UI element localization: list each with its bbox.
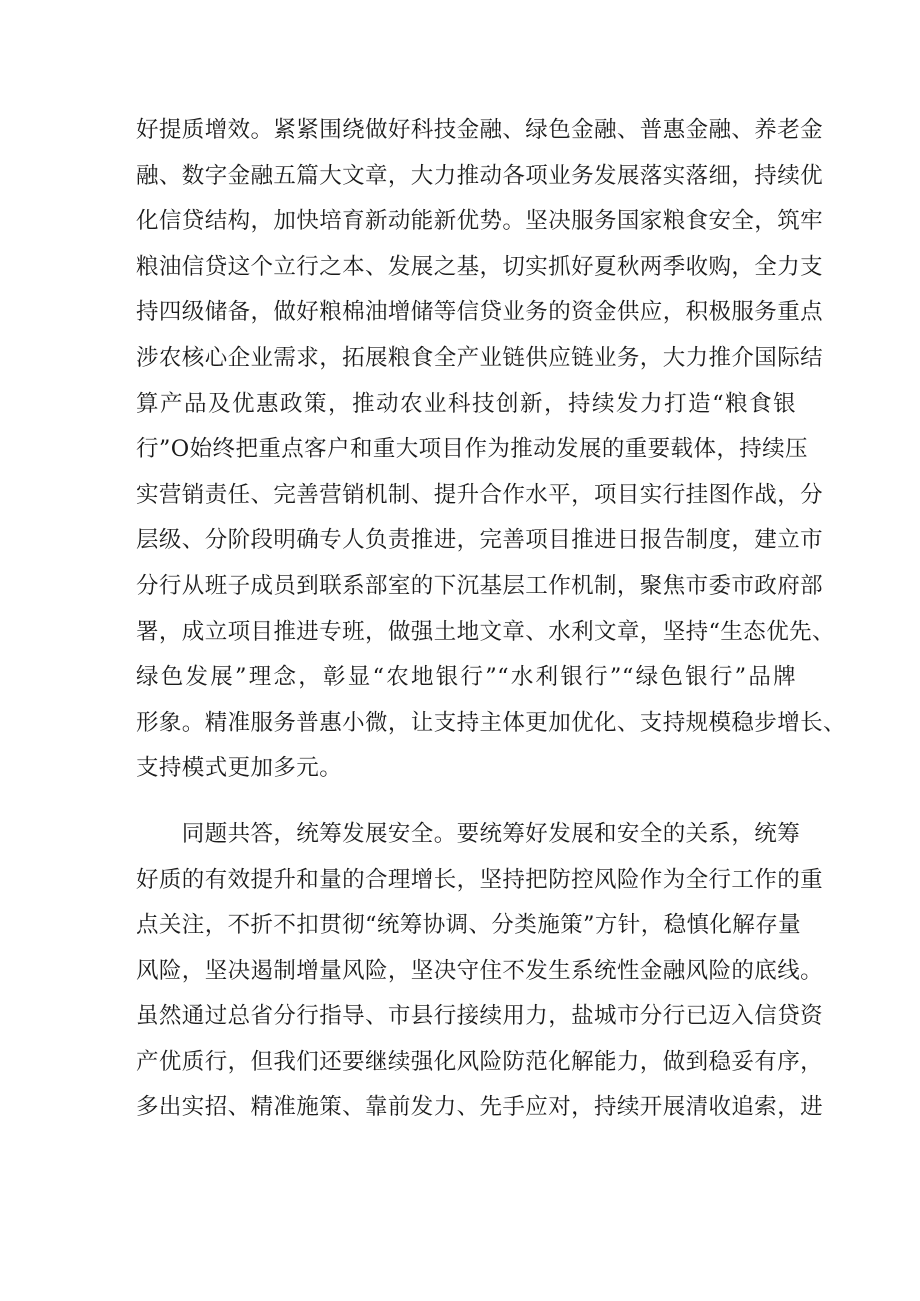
text-line: 化信贷结构，加快培育新动能新优势。坚决服务国家粮食安全，筑牢 (136, 208, 824, 235)
text-line: 实营销责任、完善营销机制、提升合作水平，项目实行挂图作战，分 (136, 481, 824, 508)
text-line: 好提质增效。紧紧围绕做好科技金融、绿色金融、普惠金融、养老金 (136, 117, 824, 143)
text-line: 绿色发展”理念，彰显“农地银行”“水利银行”“绿色银行”品牌 (136, 664, 796, 691)
text-line: 产优质行，但我们还要继续强化风险防范化解能力，做到稳妥有序， (136, 1048, 824, 1075)
text-line: 层级、分阶段明确专人负责推进，完善项目推进日报告制度，建立市 (136, 527, 824, 554)
text-line: 粮油信贷这个立行之本、发展之基，切实抓好夏秋两季收购，全力支 (136, 253, 824, 280)
paragraph-2 (136, 812, 824, 1131)
text-line: 支持模式更加多元。 (136, 755, 343, 782)
text-line: 风险，坚决遏制增量风险，坚决守住不发生系统性金融风险的底线。 (136, 957, 824, 984)
paragraph-1 (136, 108, 846, 792)
text-line: 点关注，不折不扣贯彻“统筹协调、分类施策”方针，稳慎化解存量 (136, 912, 802, 939)
text-line: 署，成立项目推进专班，做强土地文章、水利文章，坚持“生态优先、 (136, 618, 835, 645)
text-line: 形象。精准服务普惠小微，让支持主体更加优化、支持规模稳步增长、 (136, 709, 846, 736)
text-line: 持四级储备，做好粮棉油增储等信贷业务的资金供应，积极服务重点 (136, 299, 824, 326)
text-line: 好质的有效提升和量的合理增长，坚持把防控风险作为全行工作的重 (136, 866, 824, 893)
text-line: 同题共答，统筹发展安全。要统筹好发展和安全的关系，统筹 (136, 820, 801, 847)
text-line: 融、数字金融五篇大文章，大力推动各项业务发展落实落细，持续优 (136, 162, 824, 189)
body-text (136, 108, 846, 1131)
paragraph-gap (136, 792, 796, 812)
text-line: 行”O始终把重点客户和重大项目作为推动发展的重要载体，持续压 (136, 436, 808, 463)
text-line: 虽然通过总省分行指导、市县行接续用力，盐城市分行已迈入信贷资 (136, 1003, 824, 1030)
text-line: 涉农核心企业需求，拓展粮食全产业链供应链业务，大力推介国际结 (136, 344, 824, 371)
text-line: 算产品及优惠政策，推动农业科技创新，持续发力打造“粮食银 (136, 390, 796, 417)
text-line: 多出实招、精准施策、靠前发力、先手应对，持续开展清收追索，进 (136, 1094, 824, 1121)
text-line: 分行从班子成员到联系部室的下沉基层工作机制，聚焦市委市政府部 (136, 572, 824, 599)
